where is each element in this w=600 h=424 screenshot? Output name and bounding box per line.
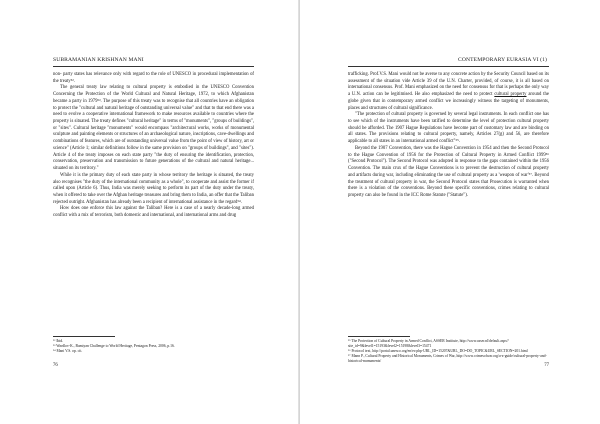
footnote: ⁵³ Wardlov-K., Bamiyan Challenge to World Heritage, Pentagon Press, 2006, p.16. [53,344,175,349]
paragraph: How does one enforce this law against the Taliban? Here is a case of a nearly decade-long armed conflict with a mix of terrorism, both domestic and international, and international arms and drug [53,206,254,219]
paragraph [348,72,549,112]
paragraph: The general treaty law relating to cultural property is embodied in the UNESCO Convention Concerning the Protection of the World Cultural and Natural Heritage, 1972, to which Afghanistan became a party in 1979⁵³. The purpose of this treaty was to recognise that all countries have an obligation to protect the "cultural and natural heritage of outstanding universal value" and that to that end there was a need to evolve a cooperative international framework to make resources available to countries where the property is situated. The treaty defines "cultural heritage" in terms of "monuments", "groups of buildings", or "sites". Cultural heritage "monuments" would encompass "architectural works, works of monumental sculpture and painting elements or structures of an archaeological nature, inscriptions, cave-dwellings and combinations of features, which are of outstanding universal value from the point of view of history, art or science" (Article 1; similar definitions follow in the same provision on "groups of buildings", and "sites"). Article 4 of the treaty imposes on each state party "the duty of ensuring the identification, protection, conservation, preservation and transmission to future generations of the cultural and natural heritage... situated on its territory." [53,85,254,172]
footnote-rule-right [348,336,410,337]
footnote: ⁵⁷ Mann P., Cultural Property and Historical Monuments, Crimes of War, http://www.crimesofwar.org/a-z-guide/cultural-property-and-historical-monuments/ [348,354,547,364]
paragraph-text: around the globe given that in contemporary armed conflict we increasingly witness the targeting of monuments, places and structures of cultural significance. [348,92,549,111]
page-number-right: 77 [544,363,549,368]
header-rule-left [53,66,254,67]
body-text-right [348,72,549,200]
footnotes-right [348,339,549,364]
body-text-left [53,72,254,220]
footnote: ⁵² Ibid. [53,339,64,343]
footnote-rule-left [53,336,115,337]
paragraph [348,112,549,146]
page-number-left: 76 [53,363,58,368]
footnote: ⁵⁶ Protocol text, http://portal.unesco.org/en/ev.php-URL_ID=15207&URL_DO=DO_TOPIC&URL_SECTION=201.html [348,349,528,354]
underlined-phrase: cultural property [494,92,527,98]
paragraph-text: "The protection of cultural property is governed by several legal instruments. In each conflict one has to see which of the instruments have been ratified to determine the level of protection cultural property should be afforded. The 1907 Hague Regulations have become part of customary law and are binding on all states. The provisions relating to cultural property, namely, Articles 27(g) and 56, are therefore applicable to all states in an international armed conflict"⁵⁵. [348,112,549,145]
paragraph: non- party states has relevance only with regard to the role of UNESCO in procedural implementation of the treaty⁵². [53,72,254,84]
footnote: ⁵⁵ The Protection of Cultural Property in Armed Conflict, ASSER Institute, http://www.asser.nl/default.aspx?site_id=9&level1=15193&level2=15198&level3=15471 [348,339,509,349]
header-rule-right [348,66,549,67]
right-page [300,0,600,424]
paragraph-text: trafficking. Prof.V.S. Mani would not be averse to any concrete action by the Security Council based on its assessment of the situation vide Article 39 of the U.N. Charter, provided, of course, it is all based on international consensus. Prof. Mani emphasized on the need for consensus for that is perhaps the only way a U.N. action can be legitimised. He also emphasized the need to protect [348,72,549,98]
paragraph: While it is the primary duty of each state party in whose territory the heritage is situated, the treaty also recognises "the duty of the international community as a whole", to cooperate and assist the former if called upon (Article 6). Thus, India was merely seeking to perform its part of the duty under the treaty, when it offered to take over the Afghan heritage treasures and bring them to India, an offer that the Taliban rejected outright. Afghanistan has already been a recipient of international assistance in the regard⁵⁴. [53,172,254,205]
footnote: ⁵⁴ Mani V.S. op. cit. [53,349,83,354]
paragraph-text: Beyond the 1907 Convention, there was the Hague Convention in 1954 and then the Second Protocol to the Hague Convention of 1956 for the Protection of Cultural Property in Armed Conflict 1999⁵⁶ ("Second Protocol"). The Second Protocol was adopted in response to the gaps contained within the 1956 Convention. The main crux of the Hague Conventions is to prevent the destruction of cultural property and artifacts during war, including eliminating the use of cultural property as a 'weapon of war'⁵⁷. Beyond the treatment of cultural property in war, the Second Protocol states that Prosecution is warranted when there is a violation of the conventions. Beyond these specific conventions, crimes relating to cultural property can also be found in the ICC Rome Statute ("Statute"). [348,145,549,198]
running-header-left: SUBRAMANIAN KRISHNAN MANI [53,57,144,63]
paragraph [348,146,549,200]
footnotes-left [53,339,254,354]
running-header-right: CONTEMPORARY EURASIA VI (1) [458,57,547,63]
